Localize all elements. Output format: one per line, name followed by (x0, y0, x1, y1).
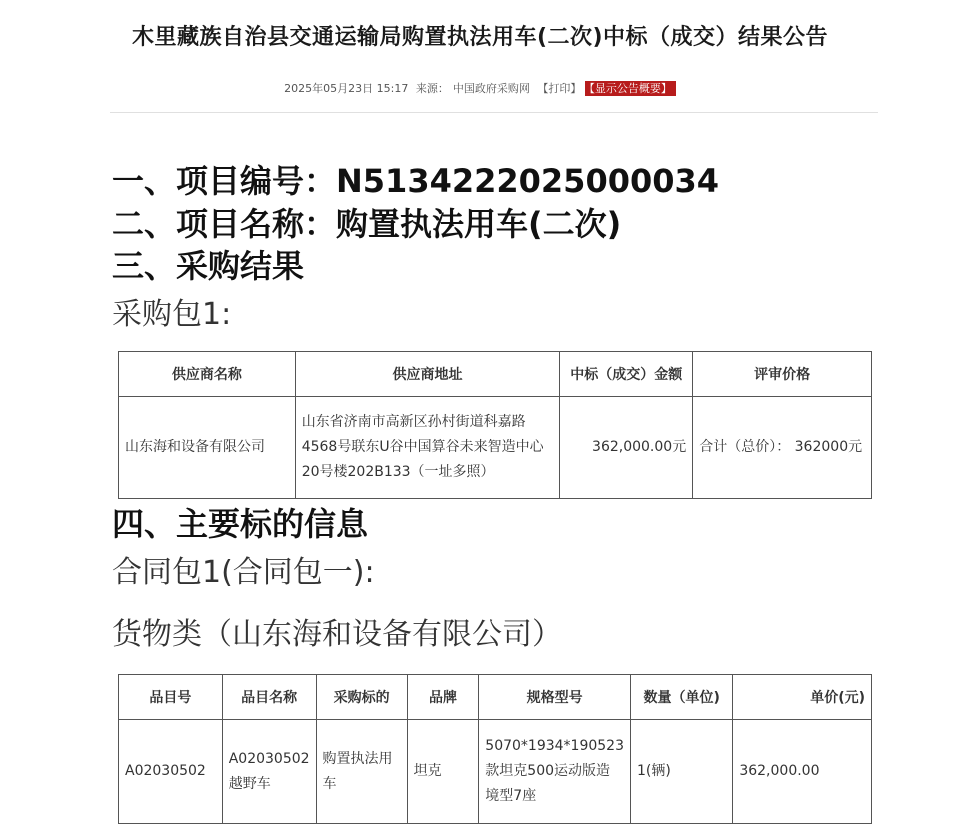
result-table (118, 351, 872, 499)
show-summary-button[interactable]: 【显示公告概要】 (585, 81, 676, 96)
procurement-result-heading: 三、采购结果 (112, 247, 305, 285)
source-label: 来源： (415, 82, 449, 95)
project-name-heading: 二、项目名称：购置执法用车(二次) (112, 205, 622, 243)
publish-date: 2025年05月23日 15:17 (284, 82, 409, 95)
brand: 坦克 (407, 720, 479, 824)
procurement-target: 购置执法用车 (316, 720, 407, 824)
column-header: 采购标的 (316, 675, 407, 720)
column-header: 评审价格 (693, 352, 872, 397)
item-name: A02030502越野车 (222, 720, 316, 824)
meta-bar (0, 80, 960, 96)
supplier-name: 山东海和设备有限公司 (119, 397, 296, 499)
main-info-heading: 四、主要标的信息 (112, 505, 369, 543)
contract-package-label: 合同包1(合同包一): (112, 555, 375, 590)
column-header: 品牌 (407, 675, 479, 720)
column-header: 供应商名称 (119, 352, 296, 397)
print-link[interactable]: 【打印】 (537, 82, 582, 95)
table-row (119, 397, 872, 499)
goods-table (118, 674, 872, 824)
column-header: 品目号 (119, 675, 223, 720)
package-label: 采购包1: (112, 297, 232, 332)
divider (110, 112, 878, 113)
unit-price: 362,000.00 (733, 720, 872, 824)
quantity: 1(辆) (630, 720, 732, 824)
column-header: 中标（成交）金额 (560, 352, 693, 397)
review-price: 合计（总价）： 362000元 (693, 397, 872, 499)
column-header: 数量（单位) (630, 675, 732, 720)
table-row (119, 720, 872, 824)
project-number-heading: 一、项目编号：N5134222025000034 (112, 162, 720, 200)
supplier-address: 山东省济南市高新区孙村街道科嘉路4568号联东U谷中国算谷未来智造中心20号楼202B133（一址多照） (295, 397, 560, 499)
column-header: 单价(元) (733, 675, 872, 720)
award-amount: 362,000.00元 (560, 397, 693, 499)
column-header: 供应商地址 (295, 352, 560, 397)
column-header: 品目名称 (222, 675, 316, 720)
goods-category-label: 货物类（山东海和设备有限公司） (112, 617, 562, 652)
page-title: 木里藏族自治县交通运输局购置执法用车(二次)中标（成交）结果公告 (131, 25, 829, 50)
item-number: A02030502 (119, 720, 223, 824)
source-link[interactable]: 中国政府采购网 (452, 82, 530, 95)
table-header-row (119, 675, 872, 720)
column-header: 规格型号 (479, 675, 631, 720)
spec-model: 5070*1934*190523款坦克500运动版造境型7座 (479, 720, 631, 824)
table-header-row (119, 352, 872, 397)
